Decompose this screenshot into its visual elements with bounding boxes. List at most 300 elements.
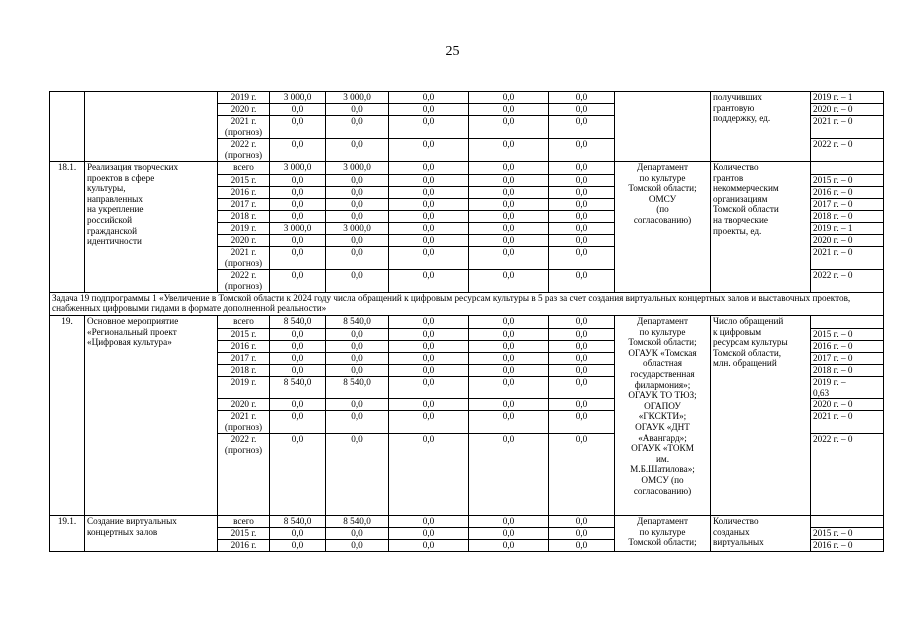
- year-cell: [218, 341, 270, 353]
- target-cell-text: 2020 г. – 0: [813, 399, 853, 410]
- funding-cell-text: 0,0: [575, 139, 588, 149]
- table-row: [50, 516, 884, 528]
- year-cell-text: 2017 г.: [230, 353, 257, 363]
- funding-cell-text: 0,0: [422, 211, 435, 221]
- year-cell-text: 2015 г.: [230, 175, 257, 185]
- target-cell-text: 2022 г. – 0: [813, 270, 853, 280]
- target-cell: [811, 316, 884, 329]
- funding-cell: [326, 175, 389, 187]
- funding-cell: [389, 139, 469, 162]
- funding-cell: [469, 353, 549, 365]
- year-cell-text: 2019 г.: [230, 377, 257, 387]
- target-cell-text: 2020 г. – 0: [813, 104, 853, 114]
- funding-cell-text: 0,0: [422, 92, 435, 102]
- executor-cell-text: Департамент по культуре Томской области; ОМСУ (по согласованию): [628, 162, 697, 225]
- funding-cell: [469, 211, 549, 223]
- funding-cell: [549, 199, 615, 211]
- total-cell: [270, 377, 326, 399]
- funding-cell: [389, 528, 469, 540]
- target-cell: [811, 223, 884, 235]
- funding-cell: [549, 92, 615, 104]
- funding-cell: [389, 411, 469, 434]
- funding-cell-text: 0,0: [575, 116, 588, 126]
- total-cell: [270, 235, 326, 247]
- funding-cell-text: 0,0: [351, 353, 363, 363]
- funding-cell-text: 0,0: [422, 247, 435, 257]
- year-cell: [218, 162, 270, 175]
- target-cell: [811, 399, 884, 411]
- funding-cell-text: 0,0: [351, 411, 363, 422]
- total-cell-text: 0,0: [291, 540, 304, 551]
- funding-cell-text: 0,0: [502, 365, 515, 375]
- funding-cell-text: 0,0: [575, 92, 588, 102]
- funding-cell: [469, 329, 549, 341]
- funding-cell: [469, 187, 549, 199]
- total-cell-text: 0,0: [291, 139, 304, 149]
- target-cell-text: 2017 г. – 0: [813, 199, 853, 209]
- total-cell: [270, 92, 326, 104]
- funding-cell: [469, 411, 549, 434]
- funding-cell: [389, 162, 469, 175]
- target-cell-text: 2021 г. – 0: [813, 247, 853, 257]
- funding-cell: [469, 434, 549, 516]
- funding-cell: [326, 377, 389, 399]
- funding-cell: [469, 223, 549, 235]
- funding-cell: [549, 528, 615, 540]
- year-cell-text: 2022 г. (прогноз): [224, 434, 263, 455]
- year-cell: [218, 353, 270, 365]
- target-cell: [811, 540, 884, 552]
- year-cell-text: всего: [233, 162, 254, 172]
- funding-cell-text: 0,0: [351, 199, 363, 209]
- executor-cell: [615, 92, 711, 162]
- table-row: [50, 162, 884, 175]
- funding-cell: [469, 270, 549, 293]
- total-cell: [270, 211, 326, 223]
- funding-cell-text: 0,0: [422, 199, 435, 209]
- funding-cell-text: 0,0: [351, 365, 363, 375]
- funding-cell: [389, 270, 469, 293]
- funding-cell-text: 0,0: [502, 175, 515, 185]
- funding-cell: [326, 434, 389, 516]
- funding-cell-text: 8 540,0: [343, 516, 371, 527]
- funding-cell: [549, 247, 615, 270]
- funding-cell: [389, 399, 469, 411]
- year-cell-text: 2020 г.: [230, 399, 257, 410]
- total-cell: [270, 316, 326, 329]
- funding-cell-text: 0,0: [422, 104, 435, 114]
- funding-cell-text: 8 540,0: [343, 377, 371, 387]
- funding-cell-text: 0,0: [351, 540, 363, 551]
- funding-cell-text: 0,0: [422, 139, 435, 149]
- total-cell: [270, 270, 326, 293]
- year-cell-text: 2019 г.: [230, 223, 257, 233]
- item-name: [85, 162, 218, 293]
- funding-cell-text: 0,0: [575, 247, 588, 257]
- item-number: [50, 92, 85, 162]
- funding-cell-text: 0,0: [575, 353, 588, 363]
- funding-cell-text: 0,0: [575, 365, 588, 375]
- item-name-text: Создание виртуальных концертных залов: [87, 516, 177, 537]
- funding-cell-text: 0,0: [502, 199, 515, 209]
- target-cell: [811, 528, 884, 540]
- funding-cell-text: 0,0: [351, 329, 363, 339]
- target-cell: [811, 235, 884, 247]
- total-cell-text: 0,0: [291, 411, 304, 422]
- target-cell-text: 2022 г. – 0: [813, 434, 853, 445]
- year-cell-text: 2019 г.: [230, 92, 257, 102]
- funding-cell: [469, 235, 549, 247]
- target-cell-text: 2017 г. – 0: [813, 353, 853, 363]
- indicator-cell: [711, 162, 811, 293]
- total-cell-text: 3 000,0: [283, 162, 312, 172]
- funding-cell-text: 0,0: [502, 377, 515, 387]
- year-cell: [218, 199, 270, 211]
- year-cell-text: 2022 г. (прогноз): [224, 139, 263, 160]
- item-number-text: 19.1.: [57, 516, 77, 527]
- executor-cell: [615, 162, 711, 293]
- total-cell: [270, 175, 326, 187]
- indicator-cell-text: Количество созданых виртуальных: [713, 516, 764, 548]
- total-cell-text: 0,0: [291, 187, 304, 197]
- year-cell: [218, 223, 270, 235]
- year-cell-text: 2020 г.: [230, 104, 257, 114]
- funding-cell: [389, 540, 469, 552]
- program-table: [49, 91, 884, 552]
- funding-cell: [549, 162, 615, 175]
- total-cell-text: 8 540,0: [283, 316, 312, 326]
- funding-cell-text: 0,0: [575, 211, 588, 221]
- funding-cell-text: 0,0: [351, 341, 363, 351]
- funding-cell: [326, 211, 389, 223]
- funding-cell: [389, 377, 469, 399]
- funding-cell-text: 0,0: [422, 399, 435, 410]
- total-cell-text: 0,0: [291, 116, 304, 126]
- funding-cell: [389, 223, 469, 235]
- total-cell-text: 8 540,0: [283, 516, 312, 527]
- funding-cell-text: 3 000,0: [343, 92, 371, 102]
- target-cell: [811, 162, 884, 175]
- year-cell-text: 2017 г.: [230, 199, 257, 209]
- year-cell: [218, 329, 270, 341]
- year-cell: [218, 411, 270, 434]
- target-cell-text: 2015 г. – 0: [813, 528, 853, 539]
- target-cell-text: 2018 г. – 0: [813, 365, 853, 375]
- funding-cell-text: 0,0: [502, 139, 515, 149]
- funding-cell: [549, 399, 615, 411]
- funding-cell-text: 0,0: [351, 104, 363, 114]
- funding-cell: [326, 139, 389, 162]
- total-cell: [270, 434, 326, 516]
- page-number: 25: [445, 44, 460, 59]
- funding-cell: [389, 329, 469, 341]
- funding-cell: [469, 316, 549, 329]
- funding-cell-text: 0,0: [351, 116, 363, 126]
- funding-cell: [326, 235, 389, 247]
- funding-cell-text: 0,0: [422, 223, 435, 233]
- funding-cell: [326, 329, 389, 341]
- funding-cell-text: 0,0: [422, 235, 435, 245]
- target-cell: [811, 175, 884, 187]
- year-cell-text: 2015 г.: [230, 528, 257, 539]
- year-cell: [218, 104, 270, 116]
- year-cell: [218, 528, 270, 540]
- funding-cell: [389, 175, 469, 187]
- year-cell: [218, 516, 270, 528]
- funding-cell-text: 0,0: [575, 341, 588, 351]
- funding-cell: [326, 341, 389, 353]
- funding-cell-text: 0,0: [502, 411, 515, 422]
- funding-cell-text: 0,0: [575, 104, 588, 114]
- target-cell: [811, 411, 884, 434]
- funding-cell: [469, 116, 549, 139]
- total-cell-text: 3 000,0: [283, 223, 312, 233]
- year-cell-text: 2016 г.: [230, 187, 257, 197]
- funding-cell: [326, 365, 389, 377]
- target-cell-text: 2019 г. – 1: [813, 92, 853, 102]
- funding-cell-text: 0,0: [502, 104, 515, 114]
- year-cell: [218, 270, 270, 293]
- target-cell: [811, 341, 884, 353]
- funding-cell: [326, 187, 389, 199]
- funding-cell-text: 0,0: [351, 528, 363, 539]
- target-cell: [811, 353, 884, 365]
- total-cell: [270, 104, 326, 116]
- total-cell-text: 0,0: [291, 247, 304, 257]
- target-cell-text: 2019 г. – 0,63: [813, 377, 846, 398]
- funding-cell: [389, 353, 469, 365]
- target-cell: [811, 187, 884, 199]
- funding-cell: [549, 316, 615, 329]
- funding-cell-text: 0,0: [351, 235, 363, 245]
- funding-cell-text: 0,0: [502, 92, 515, 102]
- year-cell-text: 2018 г.: [230, 211, 257, 221]
- funding-cell: [326, 516, 389, 528]
- total-cell: [270, 540, 326, 552]
- year-cell: [218, 434, 270, 516]
- funding-cell: [326, 223, 389, 235]
- funding-cell-text: 0,0: [422, 316, 435, 326]
- funding-cell: [549, 341, 615, 353]
- total-cell-text: 0,0: [291, 353, 304, 363]
- total-cell: [270, 341, 326, 353]
- year-cell-text: 2016 г.: [230, 540, 257, 551]
- funding-cell: [326, 92, 389, 104]
- funding-cell: [549, 223, 615, 235]
- funding-cell-text: 0,0: [422, 516, 435, 527]
- target-cell: [811, 329, 884, 341]
- table-row: [50, 316, 884, 329]
- task-heading-text: Задача 19 подпрограммы 1 «Увеличение в Томской области к 2024 году числа обращений к цифровым ресурсам культуры в 5 раз за счет создания виртуальных концертных залов и выставочных проектов, снабженных цифровыми гидами в формате дополненной реальности»: [52, 293, 851, 314]
- target-cell: [811, 434, 884, 516]
- funding-cell: [549, 516, 615, 528]
- target-cell: [811, 104, 884, 116]
- total-cell-text: 0,0: [291, 211, 304, 221]
- funding-cell-text: 0,0: [351, 270, 363, 280]
- funding-cell: [326, 247, 389, 270]
- funding-cell: [469, 92, 549, 104]
- funding-cell-text: 0,0: [502, 329, 515, 339]
- funding-cell: [389, 104, 469, 116]
- funding-cell: [389, 247, 469, 270]
- indicator-cell: [711, 92, 811, 162]
- funding-cell: [326, 528, 389, 540]
- year-cell: [218, 399, 270, 411]
- funding-cell: [469, 528, 549, 540]
- funding-cell: [469, 540, 549, 552]
- funding-cell-text: 0,0: [502, 270, 515, 280]
- total-cell: [270, 528, 326, 540]
- funding-cell: [389, 365, 469, 377]
- funding-cell: [326, 353, 389, 365]
- funding-cell-text: 0,0: [422, 353, 435, 363]
- funding-cell-text: 0,0: [502, 247, 515, 257]
- funding-cell-text: 0,0: [422, 377, 435, 387]
- funding-cell-text: 0,0: [422, 411, 435, 422]
- total-cell-text: 0,0: [291, 528, 304, 539]
- indicator-cell: [711, 516, 811, 552]
- year-cell: [218, 247, 270, 270]
- funding-cell-text: 0,0: [575, 270, 588, 280]
- total-cell: [270, 247, 326, 270]
- funding-cell: [326, 270, 389, 293]
- funding-cell-text: 0,0: [502, 434, 515, 445]
- funding-cell: [469, 104, 549, 116]
- total-cell: [270, 411, 326, 434]
- funding-cell-text: 0,0: [502, 540, 515, 551]
- funding-cell-text: 0,0: [575, 316, 588, 326]
- target-cell-text: 2015 г. – 0: [813, 329, 853, 339]
- executor-cell: [615, 316, 711, 516]
- year-cell: [218, 235, 270, 247]
- funding-cell: [326, 316, 389, 329]
- funding-cell-text: 0,0: [351, 187, 363, 197]
- total-cell-text: 0,0: [291, 341, 304, 351]
- item-name-text: Основное мероприятие «Региональный проект «Цифровая культура»: [87, 316, 179, 348]
- item-number-text: 19.: [61, 316, 73, 326]
- item-name: [85, 316, 218, 516]
- funding-cell-text: 0,0: [575, 235, 588, 245]
- funding-cell-text: 0,0: [422, 540, 435, 551]
- funding-cell: [326, 199, 389, 211]
- year-cell: [218, 187, 270, 199]
- year-cell: [218, 316, 270, 329]
- funding-cell: [469, 399, 549, 411]
- target-cell: [811, 211, 884, 223]
- funding-cell-text: 3 000,0: [343, 223, 371, 233]
- total-cell: [270, 139, 326, 162]
- year-cell: [218, 211, 270, 223]
- funding-cell-text: 0,0: [422, 365, 435, 375]
- funding-cell: [389, 341, 469, 353]
- funding-cell: [549, 104, 615, 116]
- year-cell-text: 2021 г. (прогноз): [224, 411, 263, 432]
- funding-cell-text: 0,0: [575, 329, 588, 339]
- total-cell-text: 8 540,0: [283, 377, 312, 387]
- funding-cell-text: 0,0: [422, 270, 435, 280]
- year-cell-text: всего: [233, 316, 254, 326]
- year-cell-text: 2022 г. (прогноз): [224, 270, 263, 291]
- target-cell: [811, 247, 884, 270]
- year-cell: [218, 92, 270, 104]
- total-cell-text: 0,0: [291, 235, 304, 245]
- funding-cell-text: 0,0: [575, 540, 588, 551]
- funding-cell-text: 0,0: [422, 187, 435, 197]
- item-name-text: Реализация творческих проектов в сфере культуры, направленных на укрепление российской гражданской идентичности: [87, 162, 179, 247]
- funding-cell: [469, 199, 549, 211]
- indicator-cell-text: Количество грантов некоммерческим организациям Томской области на творческие проекты, ед.: [713, 162, 779, 236]
- year-cell: [218, 116, 270, 139]
- funding-cell: [549, 434, 615, 516]
- funding-cell: [469, 516, 549, 528]
- indicator-cell-text: получивших грантовую поддержку, ед.: [713, 92, 771, 124]
- item-name: [85, 516, 218, 552]
- year-cell-text: 2018 г.: [230, 365, 257, 375]
- funding-cell-text: 0,0: [575, 434, 588, 445]
- funding-cell-text: 0,0: [422, 341, 435, 351]
- funding-cell: [389, 316, 469, 329]
- item-number: [50, 162, 85, 293]
- funding-cell-text: 0,0: [575, 162, 588, 172]
- total-cell: [270, 516, 326, 528]
- total-cell: [270, 365, 326, 377]
- funding-cell-text: 8 540,0: [343, 316, 371, 326]
- funding-cell-text: 0,0: [502, 223, 515, 233]
- total-cell-text: 0,0: [291, 365, 304, 375]
- funding-cell-text: 0,0: [422, 116, 435, 126]
- funding-cell: [469, 377, 549, 399]
- year-cell-text: 2021 г. (прогноз): [224, 247, 263, 268]
- funding-cell-text: 0,0: [502, 516, 515, 527]
- funding-cell-text: 0,0: [351, 434, 363, 445]
- target-cell: [811, 365, 884, 377]
- funding-cell: [389, 92, 469, 104]
- funding-cell-text: 0,0: [575, 223, 588, 233]
- total-cell-text: 0,0: [291, 104, 304, 114]
- executor-cell-text: Департамент по культуре Томской области;: [628, 516, 697, 548]
- target-cell-text: 2015 г. – 0: [813, 175, 853, 185]
- funding-cell-text: 0,0: [575, 411, 588, 422]
- total-cell: [270, 329, 326, 341]
- target-cell: [811, 92, 884, 104]
- target-cell: [811, 116, 884, 139]
- total-cell: [270, 199, 326, 211]
- year-cell: [218, 365, 270, 377]
- target-cell-text: 2016 г. – 0: [813, 540, 853, 551]
- funding-cell: [549, 211, 615, 223]
- funding-cell: [389, 516, 469, 528]
- funding-cell-text: 0,0: [422, 162, 435, 172]
- year-cell-text: 2015 г.: [230, 329, 257, 339]
- indicator-cell: [711, 316, 811, 516]
- total-cell: [270, 187, 326, 199]
- funding-cell: [469, 247, 549, 270]
- funding-cell-text: 0,0: [351, 247, 363, 257]
- year-cell: [218, 175, 270, 187]
- total-cell-text: 3 000,0: [283, 92, 312, 102]
- year-cell-text: всего: [233, 516, 254, 527]
- funding-cell-text: 0,0: [351, 399, 363, 410]
- funding-cell: [389, 434, 469, 516]
- funding-cell: [549, 270, 615, 293]
- executor-cell-text: Департамент по культуре Томской области; ОГАУК «Томская областная государственная филармония»; ОГАУК ТО ТЮЗ; ОГАПОУ «ГКСКТИ»; ОГАУК «ДНТ «Авангард»; ОГАУК «ТОКМ им. М.Б.Шатилова»; ОМСУ (по согласованию): [628, 316, 697, 496]
- funding-cell: [389, 211, 469, 223]
- target-cell-text: 2019 г. – 1: [813, 223, 853, 233]
- total-cell-text: 0,0: [291, 175, 304, 185]
- year-cell-text: 2021 г. (прогноз): [224, 116, 263, 137]
- total-cell: [270, 116, 326, 139]
- funding-cell-text: 0,0: [502, 316, 515, 326]
